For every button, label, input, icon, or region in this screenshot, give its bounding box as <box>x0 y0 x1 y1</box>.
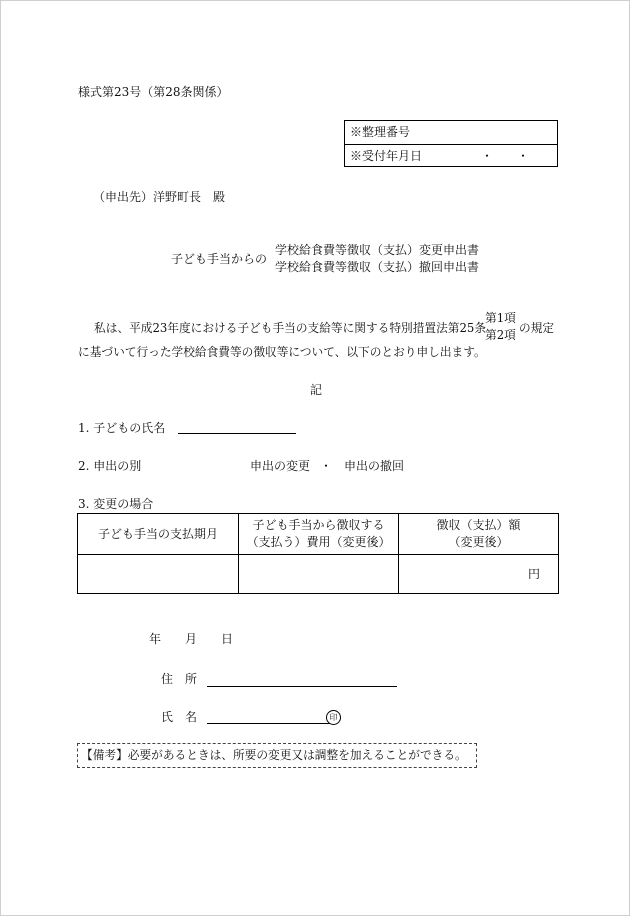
office-use-box <box>344 120 558 167</box>
header-payment-month: 子ども手当の支払期月 <box>78 514 239 555</box>
statement-line1-end: の規定 <box>519 321 555 335</box>
table-header-row <box>78 514 559 555</box>
clause-options <box>485 310 516 344</box>
statement-line2: に基づいて行った学校給食費等の徴収等について、以下のとおり申し出ます。 <box>78 345 486 359</box>
form-number: 様式第23号（第28条関係） <box>78 85 229 99</box>
address-label: 住 所 <box>161 672 198 686</box>
request-option-change: 申出の変更 <box>250 459 311 473</box>
reference-number-row <box>345 121 557 145</box>
change-table <box>77 513 559 594</box>
name-line <box>207 723 337 724</box>
date-label: 年 月 日 <box>149 632 234 646</box>
cell-payment-month <box>78 555 239 594</box>
received-date-row <box>345 145 557 168</box>
address-line <box>207 686 397 687</box>
statement-line1: 私は、平成23年度における子ども手当の支給等に関する特別措置法第25条 <box>94 321 487 335</box>
clause-option-2: 第2項 <box>485 328 516 342</box>
cell-amount: 円 <box>399 555 559 594</box>
addressee: （申出先）洋野町長 殿 <box>93 190 226 204</box>
request-option-separator: ・ <box>320 459 333 473</box>
received-date-value: ・ ・ <box>481 149 530 163</box>
title-option-withdraw: 学校給食費等徴収（支払）撤回申出書 <box>275 260 480 274</box>
title-prefix: 子ども手当からの <box>171 252 268 266</box>
request-option-withdraw: 申出の撤回 <box>344 459 405 473</box>
child-name-line <box>178 433 296 434</box>
child-name-label: 1. 子どもの氏名 <box>78 421 166 435</box>
name-label: 氏 名 <box>161 710 198 724</box>
cell-collected-expense <box>239 555 399 594</box>
change-section-label: 3. 変更の場合 <box>78 497 154 511</box>
ki-heading: 記 <box>310 383 323 397</box>
header-collected-expense: 子ども手当から徴収する （支払う）費用（変更後） <box>239 514 399 555</box>
reference-number-label: ※整理番号 <box>350 125 411 139</box>
received-date-label: ※受付年月日 <box>350 149 423 163</box>
seal-mark: 印 <box>326 710 341 725</box>
remarks-note: 【備考】必要があるときは、所要の変更又は調整を加えることができる。 <box>77 743 477 768</box>
table-row <box>78 555 559 594</box>
header-amount: 徴収（支払）額 （変更後） <box>399 514 559 555</box>
title-option-change: 学校給食費等徴収（支払）変更申出書 <box>275 243 480 257</box>
request-type-label: 2. 申出の別 <box>78 459 142 473</box>
clause-option-1: 第1項 <box>485 311 516 325</box>
